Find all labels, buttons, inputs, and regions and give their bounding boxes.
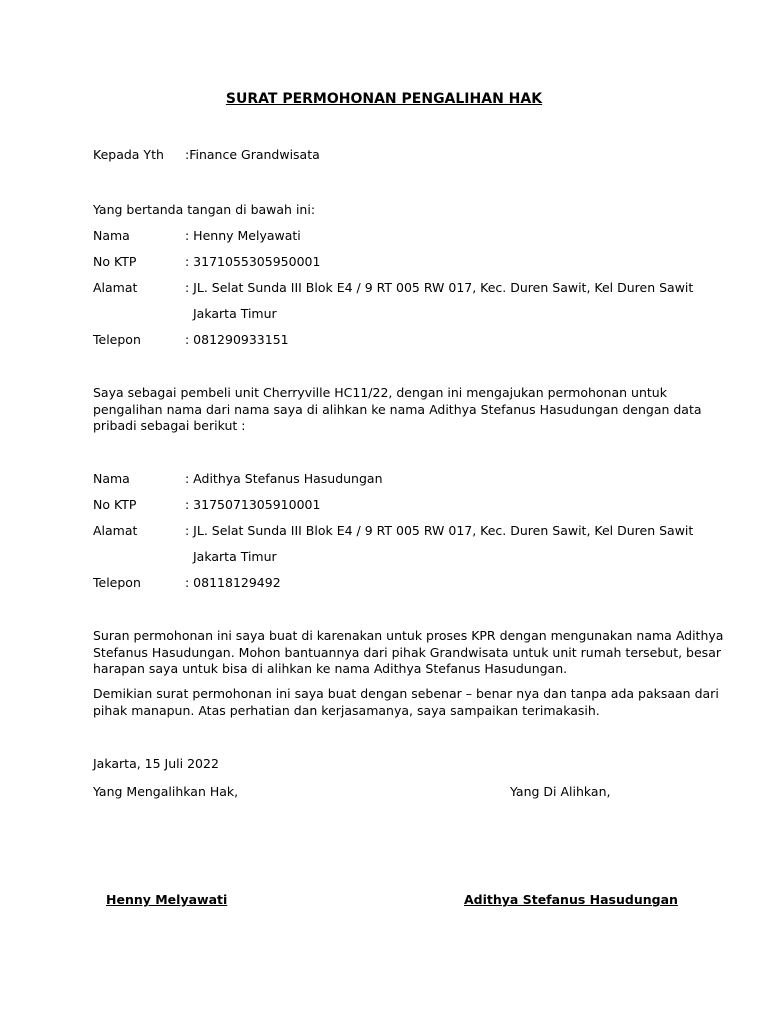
recipient-phone-value: : 08118129492 xyxy=(185,575,281,590)
recipient-ktp-value: : 3175071305910001 xyxy=(185,497,321,512)
recipient-address-line2: Jakarta Timur xyxy=(193,549,277,564)
left-signature-caption: Yang Mengalihkan Hak, xyxy=(93,784,239,799)
right-signatory-name: Adithya Stefanus Hasudungan xyxy=(464,892,678,907)
paragraph-request-line: pengalihan nama dari nama saya di alihkan ke nama Adithya Stefanus Hasudungan dengan data xyxy=(93,401,702,417)
applicant-address-line2: Jakarta Timur xyxy=(193,306,277,321)
applicant-address-line1: : JL. Selat Sunda III Blok E4 / 9 RT 005 RW 017, Kec. Duren Sawit, Kel Duren Sawit xyxy=(185,280,694,295)
paragraph-closing-line: pihak manapun. Atas perhatian dan kerjasamanya, saya sampaikan terimakasih. xyxy=(93,702,600,718)
applicant-address-label: Alamat xyxy=(93,280,138,295)
paragraph-closing-line: Demikian surat permohonan ini saya buat dengan sebenar – benar nya dan tanpa ada paksaan dari xyxy=(93,686,719,701)
recipient-name-value: : Adithya Stefanus Hasudungan xyxy=(185,471,383,486)
paragraph-request-line: pribadi sebagai berikut : xyxy=(93,418,246,433)
paragraph-reason xyxy=(93,628,724,678)
place-date: Jakarta, 15 Juli 2022 xyxy=(93,756,219,771)
paragraph-reason-line: Suran permohonan ini saya buat di karenakan untuk proses KPR dengan mengunakan nama Adithya xyxy=(93,628,724,643)
paragraph-closing xyxy=(93,686,719,719)
recipient-address-label: Alamat xyxy=(93,523,138,538)
paragraph-request-line: Saya sebagai pembeli unit Cherryville HC11/22, dengan ini mengajukan permohonan untuk xyxy=(93,385,667,400)
applicant-name-value: : Henny Melyawati xyxy=(185,228,301,243)
paragraph-reason-line: harapan saya untuk bisa di alihkan ke nama Adithya Stefanus Hasudungan. xyxy=(93,661,568,676)
recipient-address-line1: : JL. Selat Sunda III Blok E4 / 9 RT 005 RW 017, Kec. Duren Sawit, Kel Duren Sawit xyxy=(185,523,694,538)
intro-text: Yang bertanda tangan di bawah ini: xyxy=(93,202,316,217)
recipient-label: Kepada Yth xyxy=(93,147,164,162)
applicant-phone-label: Telepon xyxy=(93,332,141,347)
right-signature-caption: Yang Di Alihkan, xyxy=(510,784,611,799)
recipient-ktp-label: No KTP xyxy=(93,497,137,512)
applicant-ktp-value: : 3171055305950001 xyxy=(185,254,321,269)
left-signatory-name: Henny Melyawati xyxy=(106,892,228,907)
applicant-name-label: Nama xyxy=(93,228,130,243)
letter-title: SURAT PERMOHONAN PENGALIHAN HAK xyxy=(225,91,543,107)
recipient-name-label: Nama xyxy=(93,471,130,486)
paragraph-request xyxy=(93,385,702,435)
applicant-phone-value: : 081290933151 xyxy=(185,332,289,347)
recipient-value: :Finance Grandwisata xyxy=(185,147,320,162)
paragraph-reason-line: Stefanus Hasudungan. Mohon bantuannya dari pihak Grandwisata untuk unit rumah tersebut, besar xyxy=(93,644,721,660)
recipient-phone-label: Telepon xyxy=(93,575,141,590)
applicant-ktp-label: No KTP xyxy=(93,254,137,269)
